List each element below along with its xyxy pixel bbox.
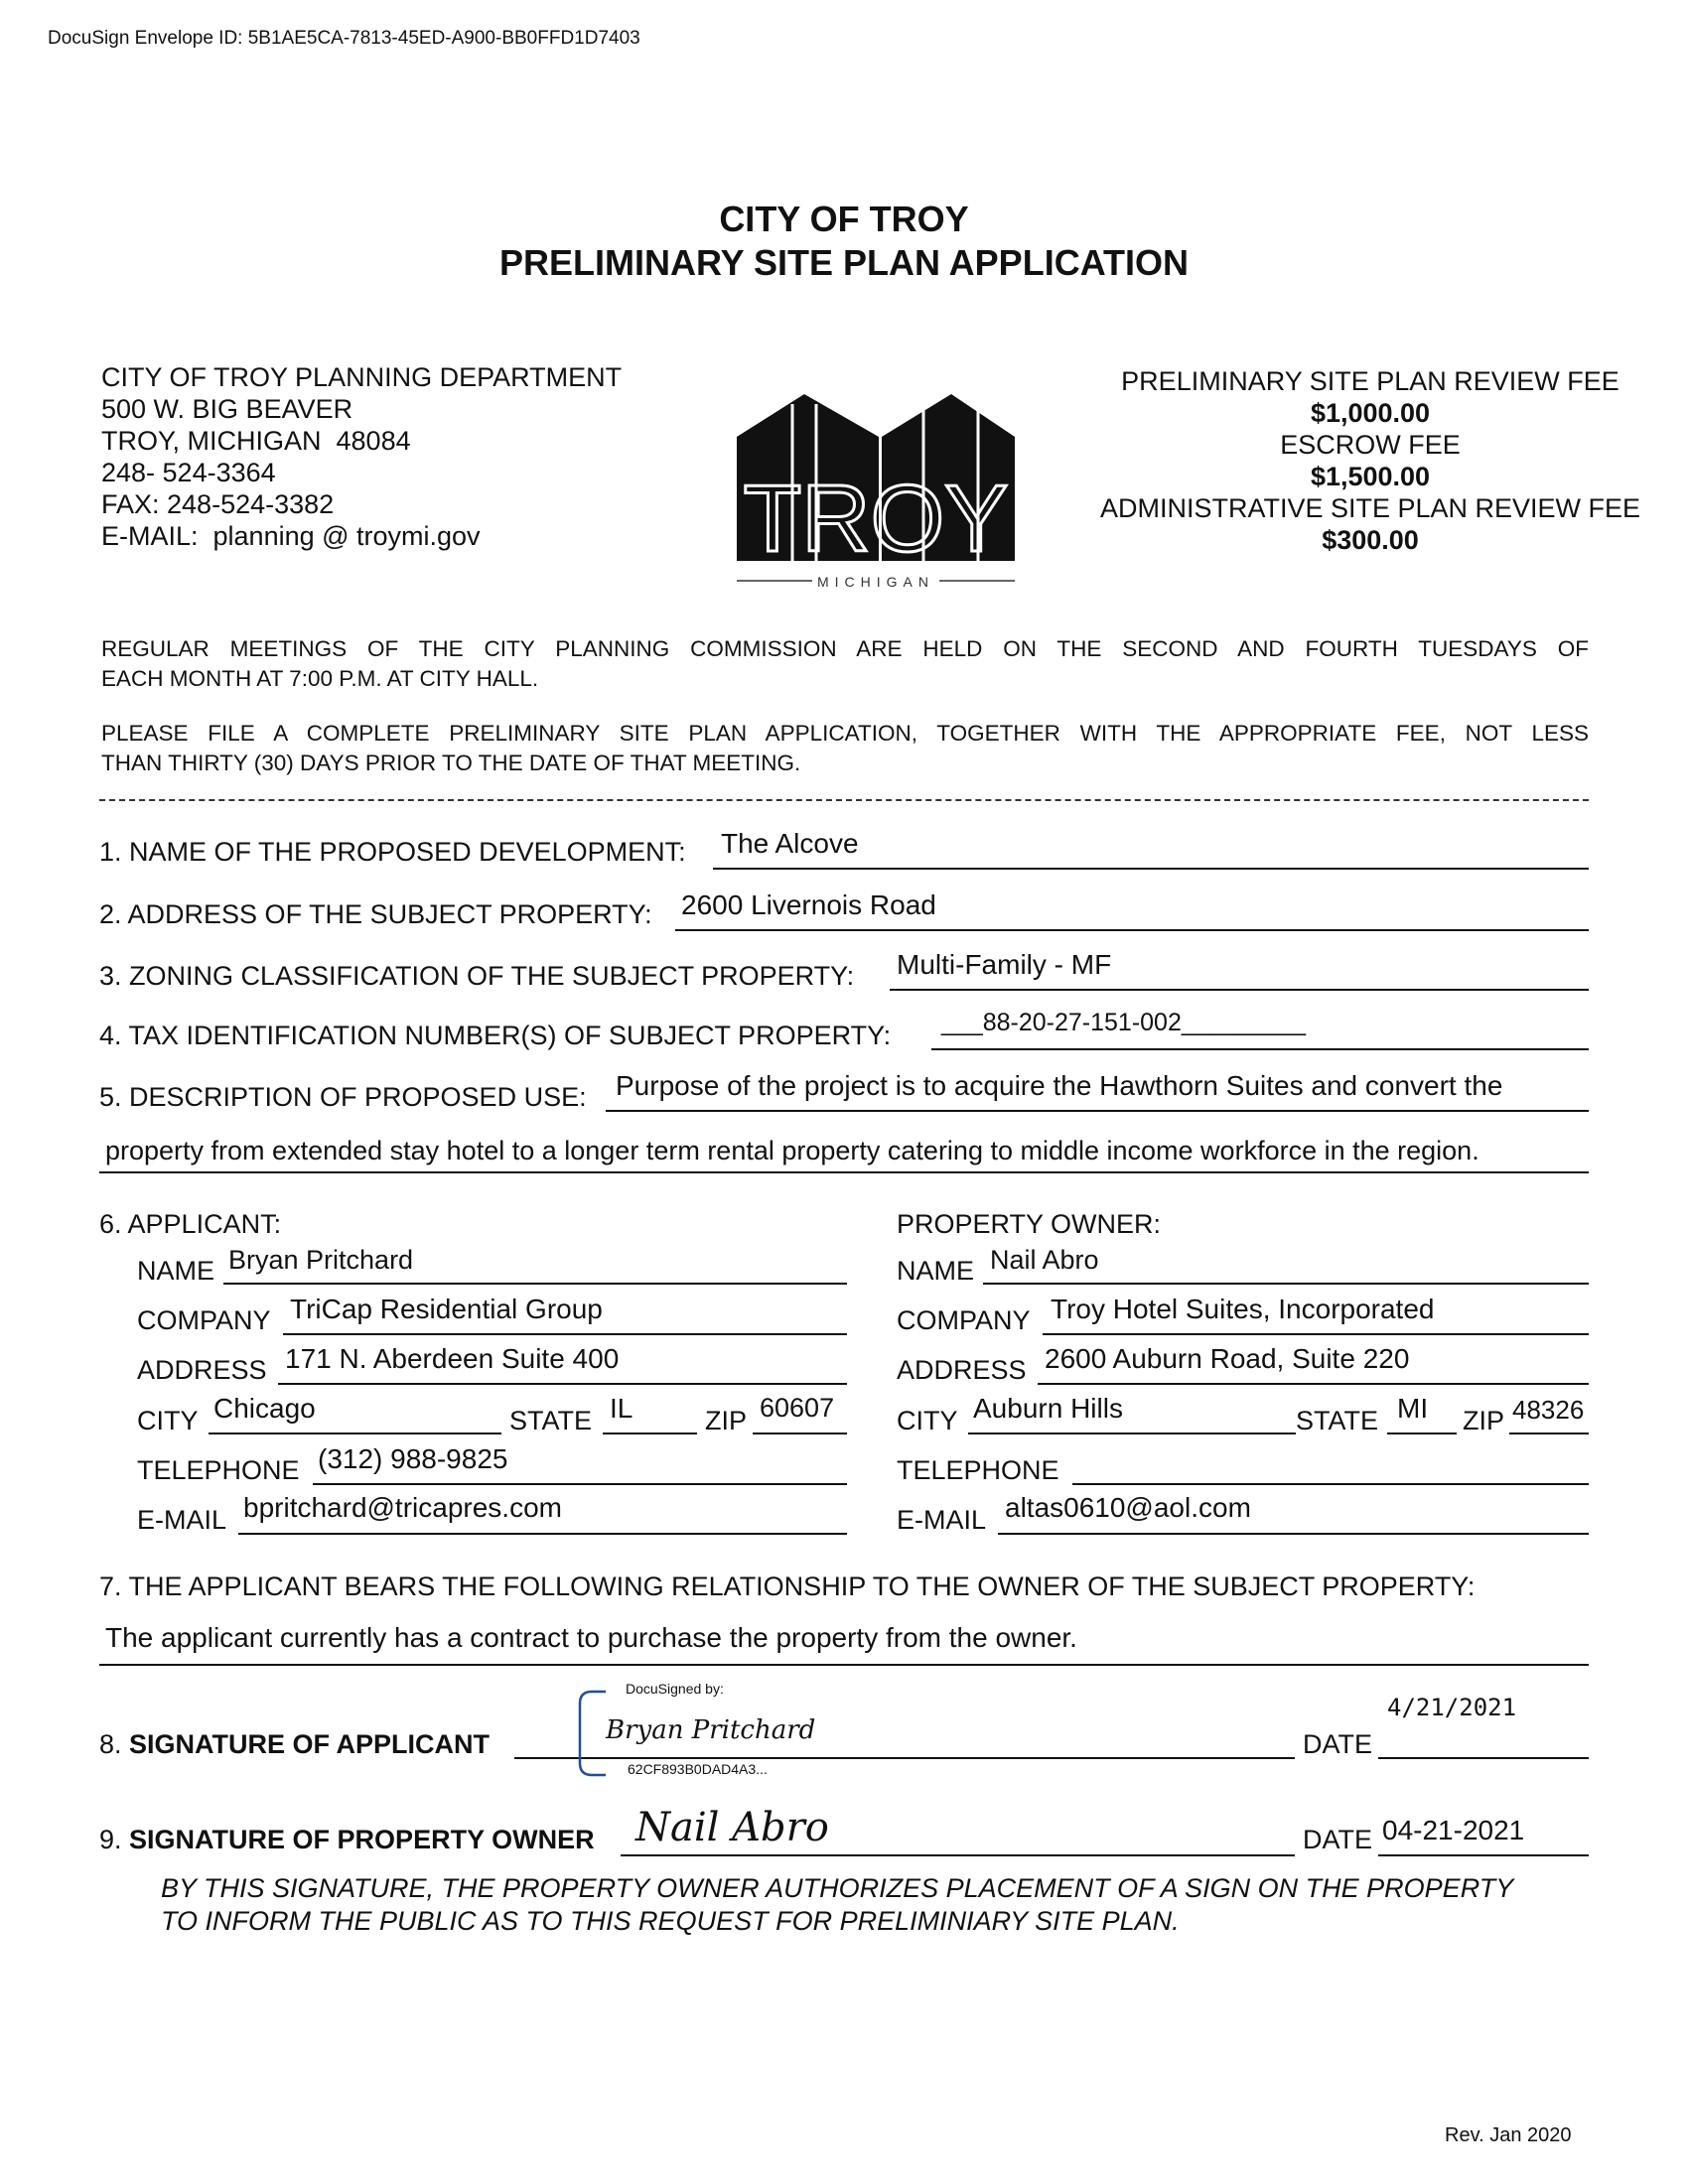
owner-city-line [968, 1433, 1296, 1434]
owner-name-line [983, 1283, 1589, 1285]
q4-label: 4. TAX IDENTIFICATION NUMBER(S) OF SUBJECT PROPERTY: [99, 1021, 892, 1050]
preliminary-fee-label: PRELIMINARY SITE PLAN REVIEW FEE [1121, 366, 1619, 396]
applicant-zip-field[interactable]: 60607 [760, 1393, 835, 1423]
owner-date-field[interactable]: 04-21-2021 [1382, 1815, 1525, 1845]
applicant-address-label: ADDRESS [137, 1355, 267, 1385]
docusigned-by-label: DocuSigned by: [626, 1681, 724, 1697]
owner-state-field[interactable]: MI [1397, 1393, 1429, 1424]
signature-id: 62CF893B0DAD4A3... [628, 1761, 768, 1777]
q2-label: 2. ADDRESS OF THE SUBJECT PROPERTY: [99, 899, 652, 929]
owner-address-line [1038, 1383, 1589, 1385]
owner-zip-field[interactable]: 48326 [1512, 1395, 1585, 1425]
q9-label [99, 1825, 595, 1855]
applicant-telephone-line [313, 1483, 847, 1485]
applicant-name-field[interactable]: Bryan Pritchard [228, 1245, 414, 1275]
applicant-telephone-label: TELEPHONE [137, 1455, 300, 1485]
q4-line [931, 1048, 1589, 1050]
q3-label: 3. ZONING CLASSIFICATION OF THE SUBJECT PROPERTY: [99, 961, 855, 991]
preliminary-fee-amount: $1,000.00 [1310, 398, 1431, 428]
applicant-state-line [603, 1433, 697, 1434]
applicant-address-field[interactable]: 171 N. Aberdeen Suite 400 [285, 1343, 620, 1374]
section-divider [99, 799, 1589, 801]
department-address-block [101, 361, 622, 552]
q2-line [675, 929, 1589, 931]
department-phone: 248- 524-3364 [101, 458, 276, 487]
applicant-email-label: E-MAIL [137, 1505, 227, 1535]
owner-zip-label: ZIP [1463, 1406, 1505, 1435]
owner-state-line [1387, 1433, 1457, 1434]
owner-address-label: ADDRESS [897, 1355, 1027, 1385]
filing-line-1: PLEASE FILE A COMPLETE PRELIMINARY SITE PLAN APPLICATION, TOGETHER WITH THE APPROPRIATE FEE, NOT LESS [101, 721, 1589, 746]
owner-company-field[interactable]: Troy Hotel Suites, Incorporated [1051, 1294, 1435, 1324]
q8-title: SIGNATURE OF APPLICANT [129, 1729, 491, 1759]
logo-sub: MICHIGAN [817, 574, 934, 590]
q1-label: 1. NAME OF THE PROPOSED DEVELOPMENT: [99, 837, 686, 867]
meetings-line-1: REGULAR MEETINGS OF THE CITY PLANNING COMMISSION ARE HELD ON THE SECOND AND FOURTH TUESDAYS OF [101, 636, 1589, 661]
owner-email-label: E-MAIL [897, 1505, 987, 1535]
department-name: CITY OF TROY PLANNING DEPARTMENT [101, 362, 623, 392]
page-subtitle: PRELIMINARY SITE PLAN APPLICATION [498, 242, 1190, 283]
applicant-state-field[interactable]: IL [610, 1393, 633, 1424]
owner-name-field[interactable]: Nail Abro [990, 1245, 1099, 1275]
meetings-notice [101, 634, 1589, 694]
filing-line-2: THAN THIRTY (30) DAYS PRIOR TO THE DATE OF THAT MEETING. [101, 751, 801, 775]
applicant-email-field[interactable]: bpritchard@tricapres.com [243, 1492, 562, 1523]
q9-number: 9. [99, 1825, 122, 1854]
relationship-field[interactable]: The applicant currently has a contract to purchase the property from the owner. [105, 1622, 1077, 1653]
q7-line [99, 1664, 1589, 1666]
applicant-date-field[interactable]: 4/21/2021 [1387, 1694, 1517, 1721]
owner-company-label: COMPANY [897, 1305, 1031, 1335]
department-fax: FAX: 248-524-3382 [101, 489, 335, 519]
q8-label [99, 1729, 490, 1760]
owner-name-label: NAME [897, 1256, 975, 1286]
authorization-line-1: BY THIS SIGNATURE, THE PROPERTY OWNER AUTHORIZES PLACEMENT OF A SIGN ON THE PROPERTY [161, 1873, 1514, 1903]
applicant-telephone-field[interactable]: (312) 988-9825 [318, 1443, 508, 1474]
applicant-company-label: COMPANY [137, 1305, 271, 1335]
property-address-field[interactable]: 2600 Livernois Road [681, 889, 936, 920]
department-email: E-MAIL: planning @ troymi.gov [101, 521, 481, 551]
owner-state-label: STATE [1296, 1406, 1379, 1435]
tax-id-field[interactable]: ___88-20-27-151-002_________ [941, 1009, 1306, 1036]
department-street: 500 W. BIG BEAVER [101, 394, 353, 424]
q1-line [713, 868, 1589, 870]
applicant-zip-label: ZIP [705, 1406, 748, 1435]
admin-fee-amount: $300.00 [1322, 525, 1419, 555]
meetings-line-2: EACH MONTH AT 7:00 P.M. AT CITY HALL. [101, 666, 539, 691]
envelope-id: DocuSign Envelope ID: 5B1AE5CA-7813-45ED-A900-BB0FFD1D7403 [48, 28, 640, 49]
zoning-field[interactable]: Multi-Family - MF [897, 949, 1112, 980]
owner-email-line [998, 1533, 1589, 1535]
owner-city-field[interactable]: Auburn Hills [973, 1393, 1123, 1424]
applicant-zip-line [753, 1433, 847, 1434]
department-city: TROY, MICHIGAN 48084 [101, 426, 411, 456]
owner-signature[interactable]: Nail Abro [635, 1805, 829, 1850]
q3-line [890, 989, 1589, 991]
applicant-name-line [223, 1283, 847, 1285]
fees-block [1053, 365, 1688, 556]
applicant-state-label: STATE [509, 1406, 593, 1435]
applicant-address-line [278, 1383, 847, 1385]
proposed-use-field-line-1[interactable]: Purpose of the project is to acquire the Hawthorn Suites and convert the [616, 1070, 1503, 1101]
applicant-company-line [283, 1333, 847, 1335]
q5-line-2 [99, 1171, 1589, 1173]
owner-email-field[interactable]: altas0610@aol.com [1005, 1492, 1251, 1523]
applicant-heading: 6. APPLICANT: [99, 1209, 282, 1239]
q9-title: SIGNATURE OF PROPERTY OWNER [129, 1825, 595, 1854]
owner-heading: PROPERTY OWNER: [897, 1209, 1162, 1239]
admin-fee-label: ADMINISTRATIVE SITE PLAN REVIEW FEE [1099, 493, 1641, 523]
applicant-signature[interactable]: Bryan Pritchard [606, 1715, 816, 1745]
applicant-city-field[interactable]: Chicago [213, 1393, 316, 1424]
owner-city-label: CITY [897, 1406, 958, 1435]
q8-date-label: DATE [1303, 1729, 1373, 1759]
q9-date-line [1378, 1854, 1589, 1856]
applicant-city-label: CITY [137, 1406, 199, 1435]
applicant-email-line [238, 1533, 847, 1535]
logo-word: TROY [743, 466, 1009, 572]
owner-telephone-line [1072, 1483, 1589, 1485]
filing-notice [101, 719, 1589, 778]
troy-logo [725, 392, 1023, 596]
applicant-name-label: NAME [137, 1256, 215, 1286]
escrow-fee-amount: $1,500.00 [1310, 462, 1431, 491]
authorization-line-2: TO INFORM THE PUBLIC AS TO THIS REQUEST FOR PRELIMINIARY SITE PLAN. [161, 1906, 1180, 1936]
q8-signature-line [514, 1757, 1295, 1759]
owner-zip-line [1509, 1433, 1589, 1434]
revision-label: Rev. Jan 2020 [1445, 2124, 1572, 2146]
q8-number: 8. [99, 1729, 122, 1759]
q8-date-line [1378, 1757, 1589, 1759]
applicant-company-field[interactable]: TriCap Residential Group [290, 1294, 603, 1324]
applicant-city-line [209, 1433, 501, 1434]
owner-company-line [1043, 1333, 1589, 1335]
owner-telephone-label: TELEPHONE [897, 1455, 1059, 1485]
escrow-fee-label: ESCROW FEE [1280, 430, 1461, 460]
q5-line-1 [606, 1110, 1589, 1112]
proposed-use-field-line-2[interactable]: property from extended stay hotel to a longer term rental property catering to middle income workforce in the region. [105, 1136, 1479, 1165]
q9-signature-line [621, 1854, 1295, 1856]
q9-date-label: DATE [1303, 1825, 1373, 1854]
owner-address-field[interactable]: 2600 Auburn Road, Suite 220 [1045, 1343, 1410, 1374]
q7-label: 7. THE APPLICANT BEARS THE FOLLOWING RELATIONSHIP TO THE OWNER OF THE SUBJECT PROPERTY: [99, 1571, 1476, 1601]
authorization-notice [161, 1872, 1513, 1938]
q5-label: 5. DESCRIPTION OF PROPOSED USE: [99, 1082, 587, 1112]
page-title: CITY OF TROY [719, 199, 969, 239]
development-name-field[interactable]: The Alcove [721, 828, 859, 859]
